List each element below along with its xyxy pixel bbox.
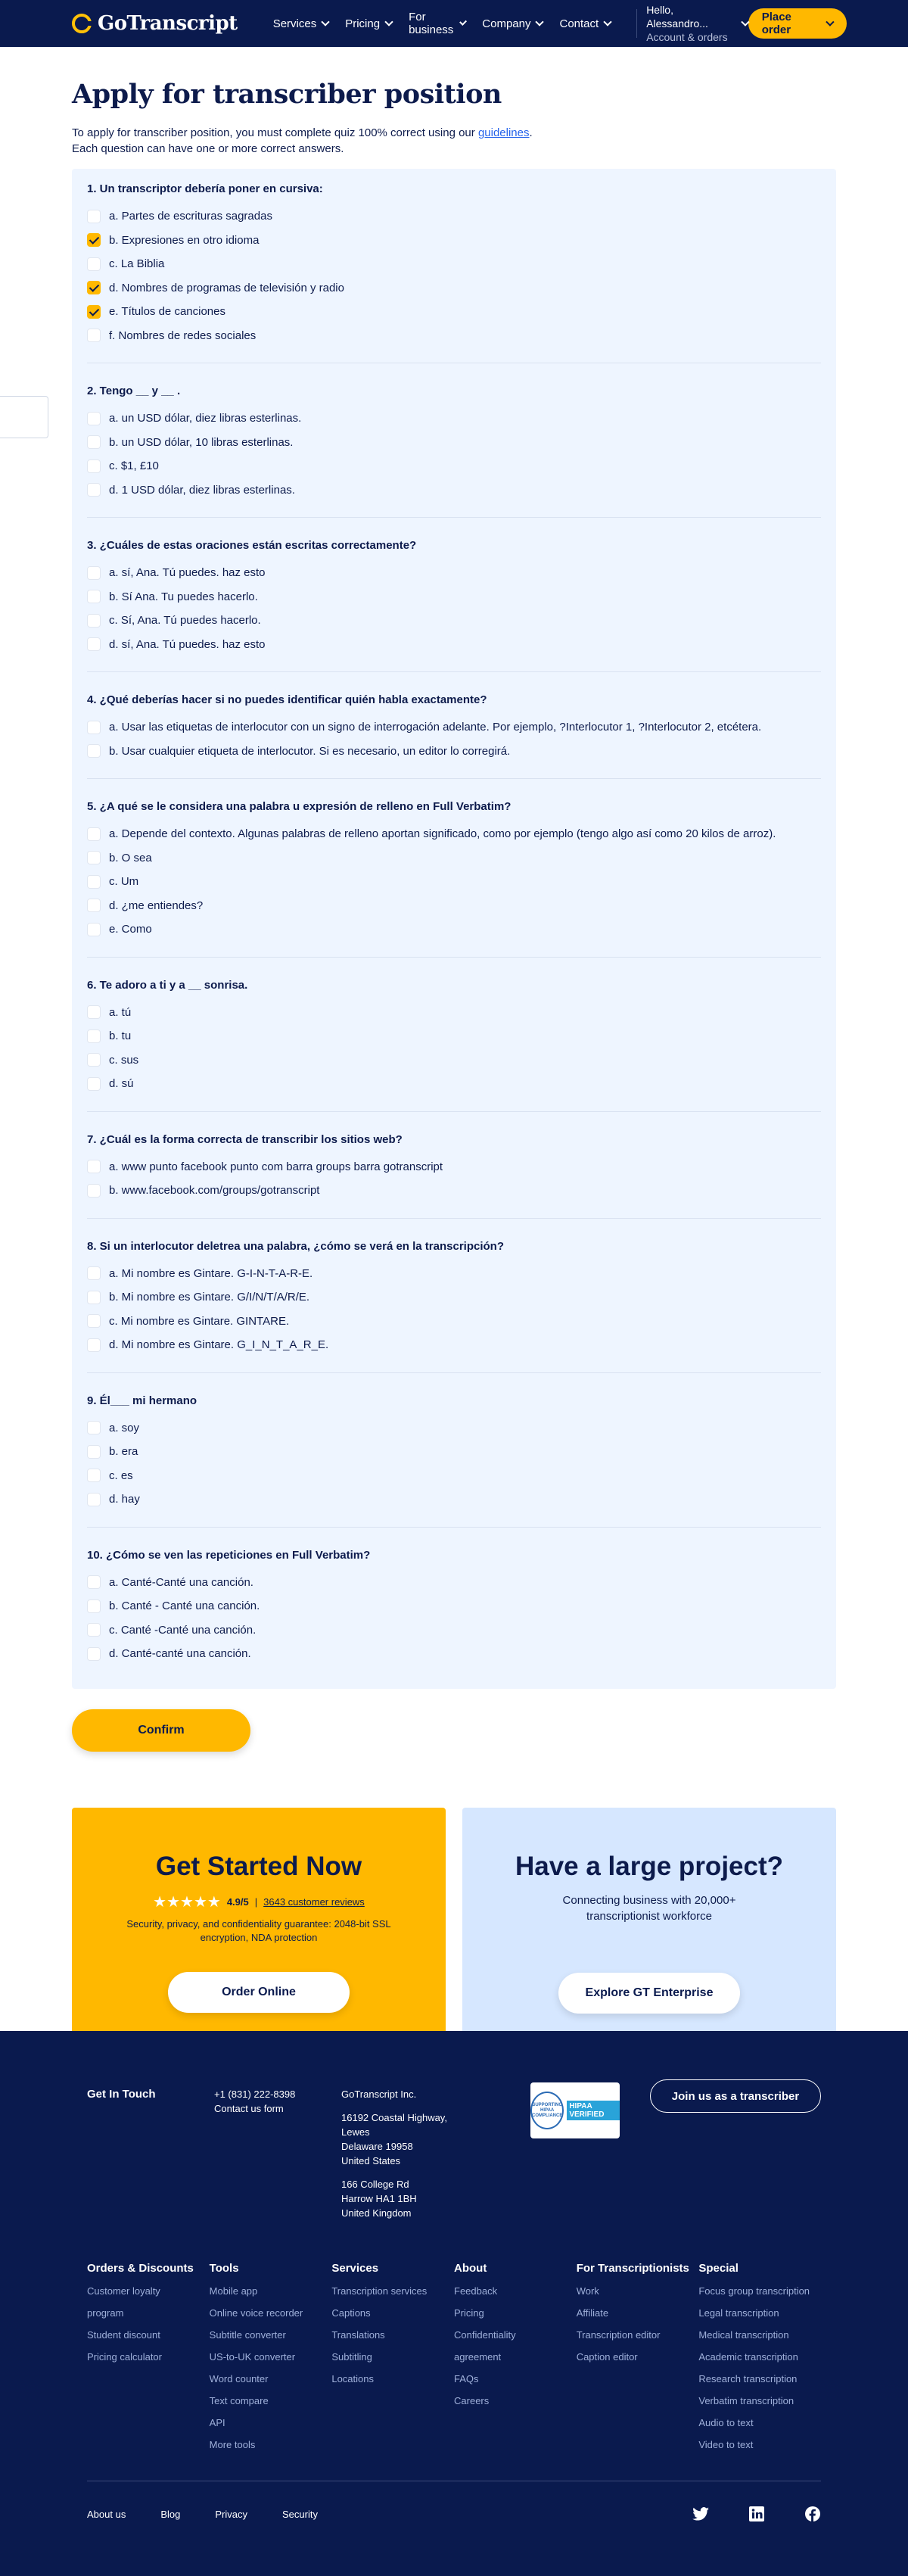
checkbox[interactable] [87,1029,101,1043]
answer-label: d. ¿me entiendes? [109,899,204,912]
answer-label: a. Mi nombre es Gintare. G-I-N-T-A-R-E. [109,1266,313,1280]
checkbox[interactable] [87,721,101,734]
answer-option[interactable] [87,454,821,478]
phone-link[interactable]: +1 (831) 222-8398 [214,2089,296,2100]
checkbox[interactable] [87,614,101,628]
rating [153,1892,365,1911]
answer-option[interactable] [87,276,821,301]
question-title: 2. Tengo __ y __ . [87,385,181,397]
footer-column-heading: Special [698,2262,739,2275]
answer-option[interactable] [87,894,821,918]
answer-option[interactable] [87,324,821,348]
answer-label: d. sí, Ana. Tú puedes. haz esto [109,637,266,651]
checkbox[interactable] [87,590,101,603]
answer-option[interactable] [87,1155,821,1179]
address-line: Harrow HA1 1BH [341,2193,417,2204]
answer-label: d. Nombres de programas de televisión y radio [109,281,344,294]
answer-option[interactable] [87,1642,821,1666]
footer-link[interactable]: Online voice recorder [209,2307,303,2319]
question [87,693,821,779]
side-feedback-tab[interactable] [0,396,48,438]
checkbox[interactable] [87,1647,101,1661]
reviews-link[interactable]: 3643 customer reviews [263,1895,365,1908]
addresses [341,2087,468,2231]
get-in-touch-heading: Get In Touch [87,2088,156,2101]
about-us-link[interactable]: About us [87,2508,126,2520]
question-title: 4. ¿Qué deberías hacer si no puedes identificar quién habla exactamente? [87,693,487,706]
nav-company[interactable] [482,11,543,36]
chevron-down-icon [459,18,467,26]
account-sub: Account & orders [646,31,728,43]
checkbox[interactable] [87,1077,101,1091]
checkbox[interactable] [87,1005,101,1019]
main-nav [273,11,611,36]
footer-column [210,2261,332,2456]
checkbox[interactable] [87,1338,101,1352]
footer-column [331,2261,454,2456]
large-project-title: Have a large project? [515,1851,784,1881]
get-started-card [72,1808,446,2057]
answer-option[interactable] [87,1571,821,1595]
hipaa-badge [530,2082,620,2138]
checkbox[interactable] [87,412,101,425]
checkbox[interactable] [87,923,101,936]
chevron-down-icon [384,17,393,26]
answer-option[interactable] [87,1310,821,1334]
checkbox[interactable] [87,1291,101,1304]
address-line: 16192 Coastal Highway, Lewes [341,2112,447,2138]
checkbox[interactable] [87,1314,101,1328]
facebook-icon[interactable] [804,2506,821,2522]
answer-option[interactable] [87,561,821,585]
answer-option[interactable] [87,1440,821,1464]
answer-option[interactable] [87,870,821,894]
star-rating-icon: ★★★★★ [153,1893,221,1911]
nav-contact[interactable] [559,11,611,36]
footer-link[interactable]: Video to text [698,2439,754,2450]
answer-label: c. Canté -Canté una canción. [109,1623,257,1637]
answer-label: c. La Biblia [109,257,165,271]
answer-option[interactable] [87,1285,821,1310]
checkbox[interactable] [87,329,101,342]
account-greeting: Hello, Alessandro... [646,4,708,30]
nav-label: Services [272,17,317,30]
address-line: Delaware 19958 [341,2141,413,2152]
confirm-button[interactable]: Confirm [72,1709,250,1752]
question-title: 7. ¿Cuál es la forma correcta de transcribir los sitios web? [87,1132,403,1146]
checkbox[interactable] [87,744,101,758]
question [87,1240,821,1373]
checkbox[interactable] [87,1599,101,1613]
answer-label: b. era [109,1445,138,1459]
footer-link[interactable]: Confidentiality agreement [454,2329,516,2363]
chevron-down-icon [322,17,330,26]
answer-option[interactable] [87,229,821,253]
footer-link[interactable]: Academic transcription [698,2351,798,2363]
question [87,1549,821,1681]
footer-column-heading: About [454,2262,487,2275]
answer-option[interactable] [87,1333,821,1357]
answer-label: a. Partes de escrituras sagradas [109,210,272,223]
footer-link[interactable]: Translations [331,2329,385,2341]
question-title: 5. ¿A qué se le considera una palabra u expresión de relleno en Full Verbatim? [87,800,512,813]
footer-link[interactable]: Pricing [454,2307,484,2319]
footer-column [87,2261,210,2456]
explore-enterprise-button[interactable]: Explore GT Enterprise [558,1973,740,2014]
footer-link[interactable]: Focus group transcription [698,2285,810,2297]
address-line: United States [341,2155,401,2166]
question [87,1394,821,1528]
get-started-title: Get Started Now [155,1851,362,1881]
footer-links [87,2261,821,2456]
checkbox[interactable] [87,1623,101,1637]
answer-option[interactable] [87,740,821,764]
checkbox[interactable] [87,1053,101,1067]
footer-link[interactable]: Transcription services [331,2285,428,2297]
answer-label: d. sú [109,1077,134,1091]
address-line: 166 College Rd [341,2179,409,2190]
checkbox[interactable] [87,1493,101,1506]
answer-label: d. Canté-canté una canción. [109,1647,251,1661]
question [87,539,821,672]
nav-label: Contact [559,17,599,30]
place-order-button[interactable] [748,8,847,39]
question-title: 9. Él___ mi hermano [87,1394,197,1407]
answer-option[interactable] [87,406,821,431]
chevron-down-icon [604,17,612,26]
answer-label: f. Nombres de redes sociales [109,329,257,342]
checkbox[interactable] [87,435,101,449]
large-project-card [462,1808,836,2057]
footer-link[interactable]: Locations [331,2373,374,2384]
question [87,800,821,958]
answer-option[interactable] [87,1618,821,1643]
checkbox[interactable] [87,459,101,473]
answer-label: b. Mi nombre es Gintare. G/I/N/T/A/R/E. [109,1291,310,1304]
answer-label: a. Canté-Canté una canción. [109,1575,253,1589]
footer-column-heading: Services [331,2262,379,2275]
checkbox[interactable] [87,875,101,889]
rating-separator: | [254,1895,258,1908]
answer-option[interactable] [87,204,821,229]
answer-label: c. Um [109,875,139,889]
answer-label: a. Usar las etiquetas de interlocutor con un signo de interrogación adelante. Por ejemplo, ?Interlocutor 1, ?Interlocutor 2, etcétera. [109,721,762,734]
checkbox[interactable] [87,851,101,864]
footer-link[interactable]: Subtitle converter [209,2329,286,2341]
footer-link[interactable]: Word counter [209,2373,269,2384]
footer-bottom [87,2481,821,2522]
footer-link[interactable]: Student discount [87,2329,160,2341]
intro-before: To apply for transcriber position, you must complete quiz 100% correct using our [72,126,478,139]
address-line: United Kingdom [341,2207,412,2219]
contact-form-link[interactable]: Contact us form [214,2103,284,2114]
question [87,1133,821,1219]
question-title: 10. ¿Cómo se ven las repeticiones en Full Verbatim? [87,1548,371,1562]
checkbox[interactable] [87,566,101,580]
checkbox[interactable] [87,1575,101,1589]
footer-column [454,2261,577,2456]
footer-link[interactable]: API [209,2417,225,2428]
checkbox[interactable] [87,637,101,651]
linkedin-icon[interactable] [748,2506,765,2522]
checkbox[interactable] [87,1445,101,1459]
footer-link[interactable]: Feedback [454,2285,498,2297]
nav-label: Company [482,17,531,30]
answer-option[interactable] [87,300,821,324]
question [87,182,821,363]
security-link[interactable]: Security [281,2508,318,2520]
account-menu[interactable] [636,4,748,43]
join-transcriber-button[interactable]: Join us as a transcriber [650,2079,821,2113]
footer-link[interactable]: Mobile app [209,2285,258,2297]
answer-option[interactable] [87,917,821,942]
checkbox[interactable] [87,1469,101,1482]
page-title: Apply for transcriber position [72,79,502,110]
answer-option[interactable] [87,1487,821,1512]
footer-link[interactable]: US-to-UK converter [209,2351,296,2363]
logo[interactable] [72,12,238,35]
privacy-link[interactable]: Privacy [215,2508,247,2520]
nav-label: For business [409,11,454,36]
footer-column [577,2261,699,2456]
footer-top [87,2087,821,2231]
answer-label: b. tu [109,1029,132,1043]
answer-option[interactable] [87,252,821,276]
question [87,979,821,1112]
answer-option[interactable] [87,1072,821,1096]
order-online-button[interactable]: Order Online [168,1972,350,2013]
answer-label: a. www punto facebook punto com barra groups barra gotranscript [109,1160,443,1173]
answer-label: a. sí, Ana. Tú puedes. haz esto [109,566,266,580]
footer-column-heading: For Transcriptionists [576,2262,689,2275]
answer-option[interactable] [87,846,821,871]
answer-option[interactable] [87,1464,821,1488]
company-name: GoTranscript Inc. [341,2089,417,2100]
checkbox-checked[interactable] [87,281,101,294]
answer-label: a. soy [109,1421,140,1434]
social-links [692,2506,821,2522]
checkbox[interactable] [87,827,101,841]
nav-pricing[interactable] [345,11,392,36]
footer-link[interactable]: Transcription editor [576,2329,661,2341]
guarantee-text: Security, privacy, and confidentiality guarantee: 2048-bit SSL encryption, NDA protection [126,1917,391,1943]
answer-label: b. Usar cualquier etiqueta de interlocutor. Si es necesario, un editor lo corregirá. [109,744,511,758]
answer-option[interactable] [87,1416,821,1441]
footer-link[interactable]: FAQs [454,2373,479,2384]
checkbox-checked[interactable] [87,233,101,247]
answer-label: d. hay [109,1493,140,1506]
footer-column-heading: Orders & Discounts [87,2262,194,2275]
answer-label: d. Mi nombre es Gintare. G_I_N_T_A_R_E. [109,1338,329,1352]
answer-option[interactable] [87,822,821,846]
intro-line-1 [72,125,836,141]
answer-label: d. 1 USD dólar, diez libras esterlinas. [109,483,295,497]
answer-option[interactable] [87,1594,821,1618]
answer-label: b. Sí Ana. Tu puedes hacerlo. [109,590,258,603]
site-footer [0,2031,908,2576]
site-header [0,0,908,47]
answer-label: a. tú [109,1005,132,1019]
footer-link[interactable]: Subtitling [331,2351,372,2363]
answer-option[interactable] [87,1001,821,1025]
answer-option[interactable] [87,478,821,503]
checkbox[interactable] [87,483,101,497]
question-title: 8. Si un interlocutor deletrea una palabra, ¿cómo se verá en la transcripción? [87,1239,504,1253]
blog-link[interactable]: Blog [160,2508,181,2520]
question-title: 6. Te adoro a ti y a __ sonrisa. [87,978,248,992]
question [87,385,821,518]
nav-services[interactable] [273,11,329,36]
intro-line-2: Each question can have one or more correct answers. [72,142,344,155]
account-text [646,3,731,44]
intro-text [72,125,836,157]
footer-column-heading: Tools [209,2262,239,2275]
question-title: 3. ¿Cuáles de estas oraciones están escritas correctamente? [87,539,417,552]
large-project-subtitle: Connecting business with 20,000+ transcriptionist workforce [562,1893,736,1923]
nav-label: Pricing [345,17,381,30]
footer-column [698,2261,821,2456]
checkbox[interactable] [87,1160,101,1173]
answer-label: c. Sí, Ana. Tú puedes hacerlo. [109,614,261,628]
answer-label: c. $1, £10 [109,459,159,473]
footer-link[interactable]: Work [576,2285,599,2297]
answer-option[interactable] [87,431,821,455]
answer-label: a. un USD dólar, diez libras esterlinas. [109,412,302,425]
place-order-label: Place order [761,11,791,36]
get-in-touch [87,2087,214,2231]
rating-score: 4.9/5 [226,1895,249,1908]
answer-label: c. es [109,1469,133,1482]
answer-label: e. Títulos de canciones [109,305,225,319]
checkbox[interactable] [87,899,101,912]
logo-text: GoTranscript [98,12,238,35]
checkbox[interactable] [87,257,101,271]
question-title: 1. Un transcriptor debería poner en cursiva: [87,182,323,195]
checkbox-checked[interactable] [87,305,101,319]
logo-mark-icon [72,14,92,33]
answer-option[interactable] [87,633,821,657]
answer-option[interactable] [87,1024,821,1048]
promo-cards [72,1808,836,2057]
chevron-down-icon [826,17,835,26]
footer-link[interactable]: Captions [331,2307,371,2319]
answer-label: b. un USD dólar, 10 libras esterlinas. [109,435,294,449]
footer-link[interactable]: Affiliate [576,2307,609,2319]
answer-label: e. Como [109,923,152,936]
footer-link[interactable]: More tools [209,2439,256,2450]
answer-option[interactable] [87,715,821,740]
footer-link[interactable]: Pricing calculator [87,2351,162,2363]
footer-link[interactable]: Careers [454,2395,490,2406]
contact-info [214,2087,341,2231]
footer-link[interactable]: Audio to text [698,2417,754,2428]
footer-link[interactable]: Legal transcription [698,2307,779,2319]
intro-after: . [529,126,533,139]
answer-option[interactable] [87,1262,821,1286]
twitter-icon[interactable] [692,2506,709,2522]
hipaa-seal-icon: SUPPORTING HIPAA COMPLIANCE [530,2092,564,2129]
answer-label: b. www.facebook.com/groups/gotranscript [109,1184,320,1198]
footer-link[interactable]: Research transcription [698,2373,798,2384]
main-content [0,79,908,2057]
answer-label: b. Canté - Canté una canción. [109,1599,260,1613]
answer-label: b. O sea [109,851,152,864]
footer-link[interactable]: Customer loyalty program [87,2285,160,2319]
nav-for-business[interactable] [409,11,465,36]
answer-option[interactable] [87,1048,821,1073]
answer-option[interactable] [87,1179,821,1203]
guidelines-link[interactable]: guidelines [477,126,530,139]
footer-link[interactable]: Caption editor [576,2351,638,2363]
answer-label: a. Depende del contexto. Algunas palabras de relleno aportan significado, como por ejemplo (tengo algo así como 20 kilos de arroz). [109,827,776,841]
footer-link[interactable]: Text compare [209,2395,269,2406]
footer-link[interactable]: Verbatim transcription [698,2395,794,2406]
hipaa-verified-label: HIPAA VERIFIED [567,2101,620,2120]
answer-label: c. sus [109,1053,139,1067]
checkbox[interactable] [87,1266,101,1280]
answer-label: c. Mi nombre es Gintare. GINTARE. [109,1314,290,1328]
checkbox[interactable] [87,210,101,223]
quiz-panel [72,169,836,1689]
answer-option[interactable] [87,609,821,633]
answer-option[interactable] [87,585,821,609]
answer-label: b. Expresiones en otro idioma [109,233,260,247]
footer-link[interactable]: Medical transcription [698,2329,789,2341]
chevron-down-icon [536,17,544,26]
checkbox[interactable] [87,1184,101,1198]
checkbox[interactable] [87,1421,101,1434]
